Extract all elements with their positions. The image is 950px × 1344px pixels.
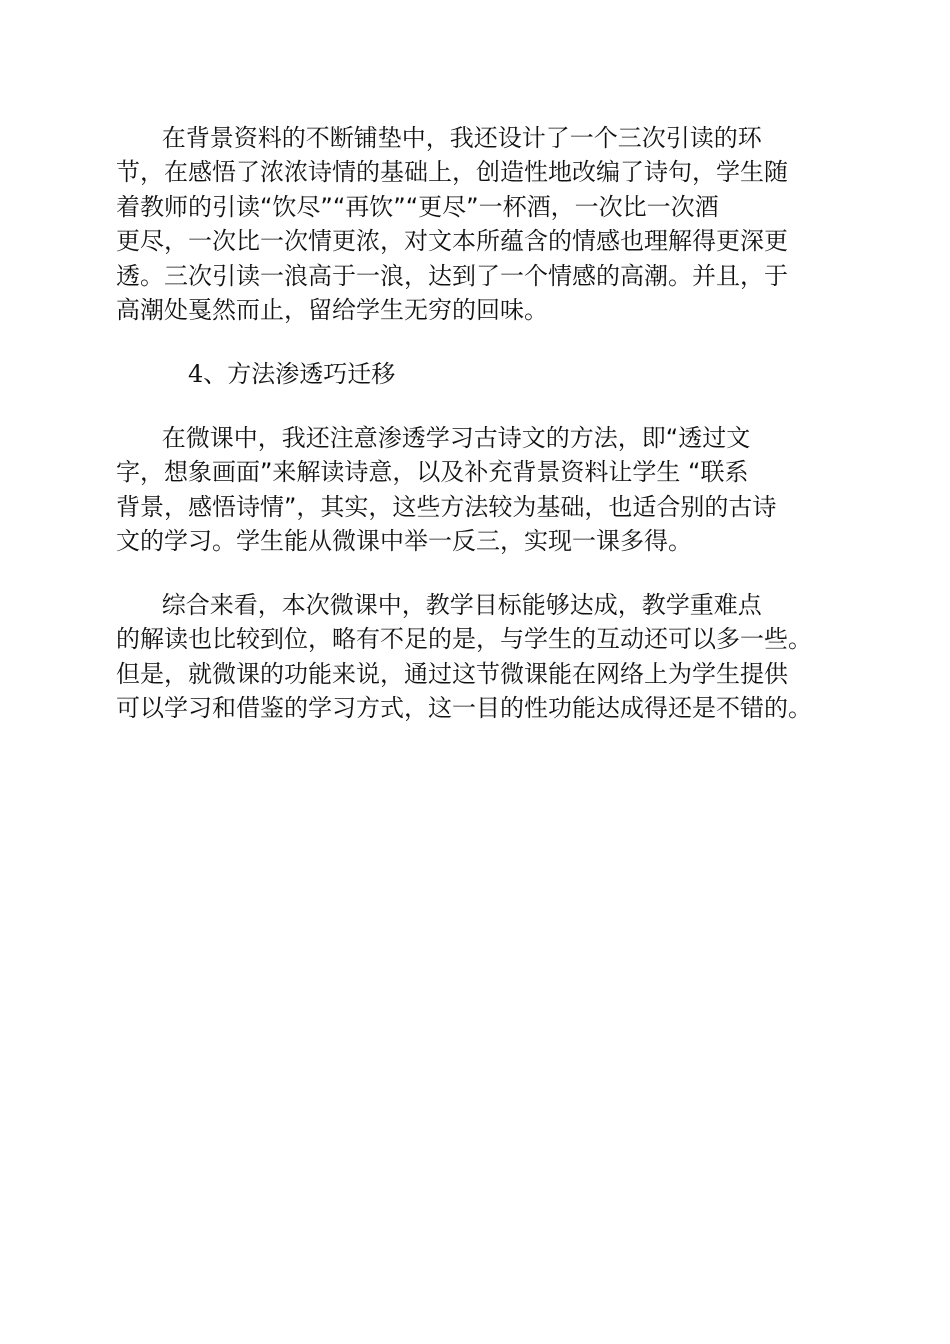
text-line: 但是，就微课的功能来说，通过这节微课能在网络上为学生提供 bbox=[116, 659, 788, 688]
text-line: 可以学习和借鉴的学习方式，这一目的性功能达成得还是不错的。 bbox=[116, 694, 812, 723]
paragraph-summary bbox=[116, 588, 812, 726]
text-line: 字，想象画面”来解读诗意，以及补充背景资料让学生 “联系 bbox=[116, 458, 749, 487]
paragraph-method bbox=[116, 421, 776, 559]
text-line: 在背景资料的不断铺垫中，我还设计了一个三次引读的环 bbox=[116, 124, 762, 152]
text-line: 在微课中，我还注意渗透学习古诗文的方法，即“透过文 bbox=[116, 424, 751, 452]
text-line: 透。三次引读一浪高于一浪，达到了一个情感的高潮。并且，于 bbox=[116, 261, 788, 290]
text-line: 综合来看，本次微课中，教学目标能够达成，教学重难点 bbox=[116, 591, 762, 619]
text-line: 背景，感悟诗情”，其实，这些方法较为基础，也适合别的古诗 bbox=[116, 492, 777, 521]
text-line: 文的学习。学生能从微课中举一反三，实现一课多得。 bbox=[116, 527, 692, 556]
text-line: 更尽，一次比一次情更浓，对文本所蕴含的情感也理解得更深更 bbox=[116, 227, 788, 256]
text-line: 着教师的引读“饮尽”“再饮”“更尽”一杯酒，一次比一次酒 bbox=[116, 192, 719, 221]
text-line: 高潮处戛然而止，留给学生无穷的回味。 bbox=[116, 295, 548, 324]
section-heading: 4、方法渗透巧迁移 bbox=[188, 360, 396, 388]
text-line: 的解读也比较到位，略有不足的是，与学生的互动还可以多一些。 bbox=[116, 625, 812, 654]
paragraph-three-readings bbox=[116, 121, 788, 327]
text-line: 节，在感悟了浓浓诗情的基础上，创造性地改编了诗句，学生随 bbox=[116, 158, 788, 187]
